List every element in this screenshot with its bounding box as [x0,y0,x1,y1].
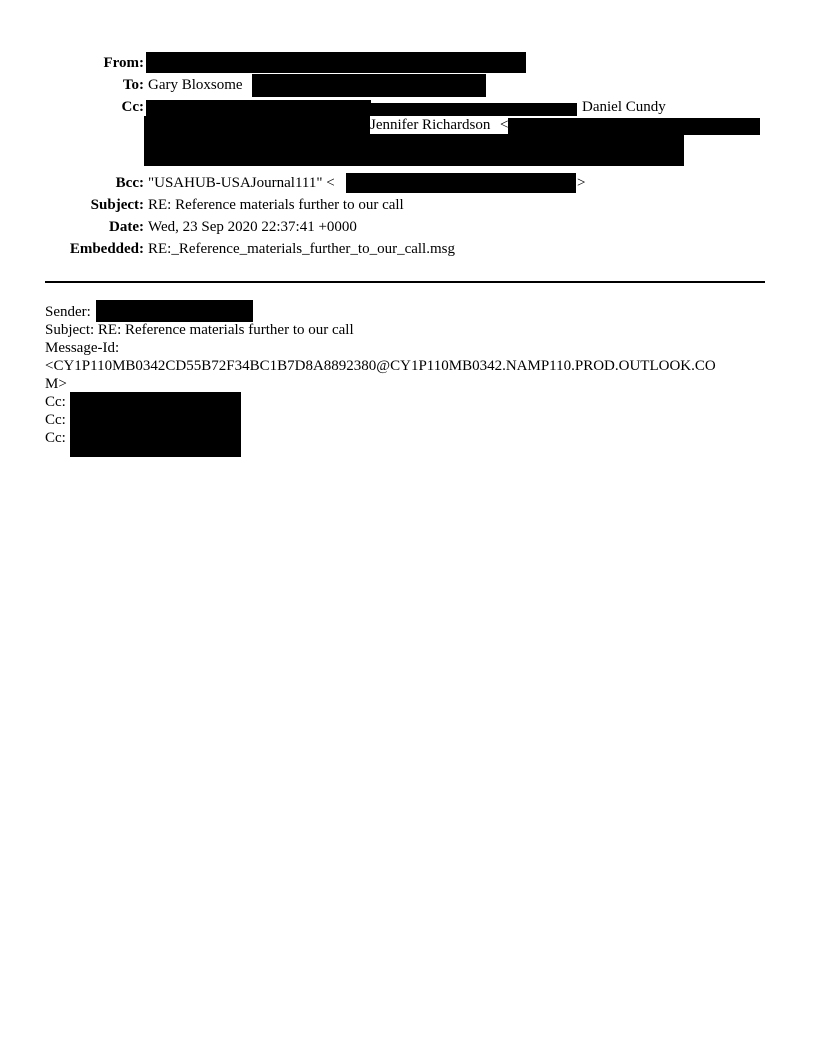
to-name: Gary Bloxsome [148,77,243,93]
sender-label: Sender: [45,304,91,320]
date-label: Date: [109,219,144,235]
redaction-box [144,134,684,166]
embedded-label: Embedded: [69,241,144,257]
redaction-box [508,118,760,135]
cc-line: Cc: [45,412,66,428]
redaction-box [144,116,370,134]
body-subject: Subject: RE: Reference materials further to our call [45,322,354,338]
redaction-box [146,100,371,116]
subject-label: Subject: [90,197,144,213]
from-label: From: [103,55,144,71]
redaction-box [96,300,253,322]
cc-name-jennifer: Jennifer Richardson [370,117,491,133]
embedded-value: RE:_Reference_materials_further_to_our_call.msg [148,241,455,257]
cc-label: Cc: [121,99,144,115]
divider [45,281,765,283]
cc-name-daniel: Daniel Cundy [582,99,666,115]
date-value: Wed, 23 Sep 2020 22:37:41 +0000 [148,219,357,235]
message-id-value-cont: M> [45,376,67,392]
cc-line: Cc: [45,430,66,446]
redaction-box [252,74,486,97]
cc-line: Cc: [45,394,66,410]
bcc-label: Bcc: [115,175,144,191]
message-id-value: <CY1P110MB0342CD55B72F34BC1B7D8A8892380@CY1P110MB0342.NAMP110.PROD.OUTLOOK.CO [45,358,716,374]
bcc-value: "USAHUB-USAJournal111" < [148,175,335,191]
redaction-box [70,392,241,457]
redaction-box [146,52,526,73]
redaction-box [371,103,577,116]
cc-lt: < [500,117,509,133]
bcc-close: > [577,175,586,191]
subject-value: RE: Reference materials further to our call [148,197,404,213]
to-label: To: [122,77,144,93]
redaction-box [346,173,576,193]
message-id-label: Message-Id: [45,340,120,356]
